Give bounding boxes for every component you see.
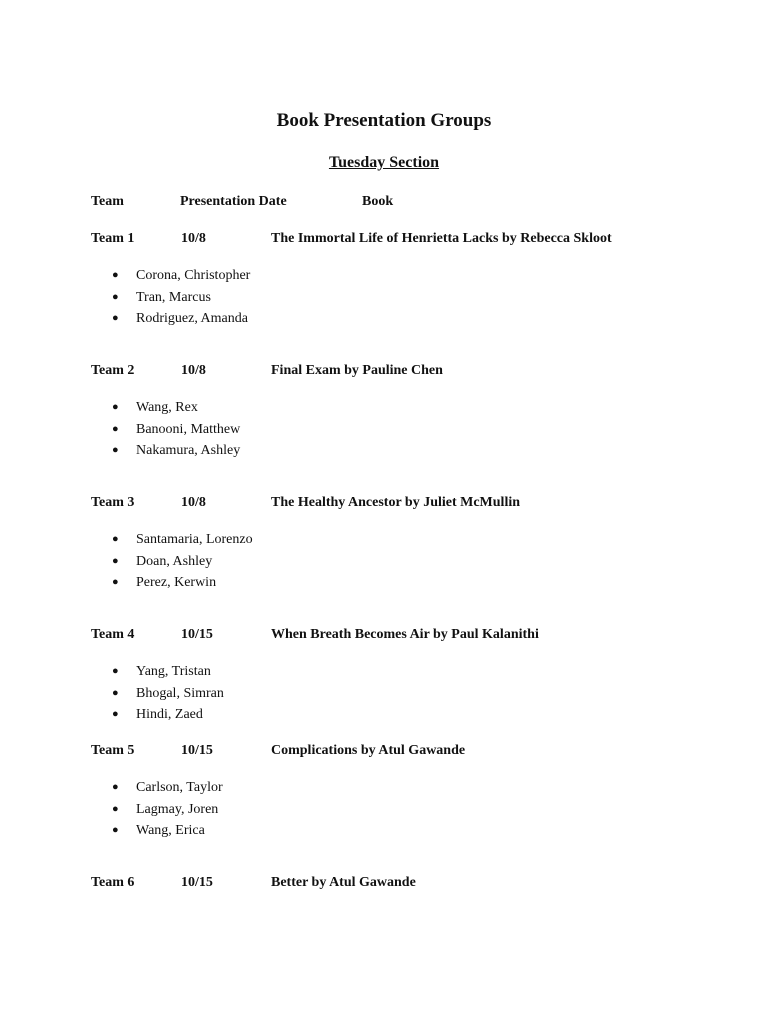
team-date: 10/15 [181,627,213,642]
team-label: Team 4 [91,627,135,642]
team-book: Better by Atul Gawande [271,875,416,890]
bullet-icon: ● [112,401,119,413]
member-name: Wang, Rex [136,400,198,415]
member-name: Hindi, Zaed [136,707,203,722]
member-name: Nakamura, Ashley [136,443,241,458]
member-list [0,661,768,726]
team-label: Team 3 [91,495,135,510]
team-label: Team 2 [91,363,135,378]
team-label: Team 5 [91,743,135,758]
team-date: 10/8 [181,495,206,510]
team-book: Complications by Atul Gawande [271,743,466,758]
document-title: Book Presentation Groups [276,110,492,131]
member-name: Lagmay, Joren [136,801,219,817]
header-team: Team [91,194,124,209]
header-presentation-date: Presentation Date [180,194,287,209]
member-name: Wang, Erica [136,823,205,838]
team-row [0,742,768,760]
list-item [0,529,768,551]
bullet-icon: ● [112,781,119,793]
member-name: Tran, Marcus [136,289,211,305]
bullet-icon: ● [112,554,119,567]
member-name: Yang, Tristan [136,664,211,679]
member-name: Doan, Ashley [136,553,213,569]
team-row [0,626,768,644]
list-item [0,572,768,594]
bullet-icon: ● [112,824,119,836]
team-label: Team 6 [91,875,135,890]
team-row [0,362,768,380]
bullet-icon: ● [112,444,119,456]
list-item [0,683,768,705]
member-name: Corona, Christopher [136,268,251,283]
bullet-icon: ● [112,802,119,815]
member-name: Rodriguez, Amanda [136,311,248,326]
team-book: The Immortal Life of Henrietta Lacks by Rebecca Skloot [271,231,612,246]
member-list [0,529,768,594]
section-subtitle: Tuesday Section [328,154,440,171]
list-item [0,419,768,441]
member-name: Santamaria, Lorenzo [136,532,253,547]
team-date: 10/8 [181,231,206,246]
bullet-icon: ● [112,269,119,281]
team-date: 10/15 [181,743,213,758]
bullet-icon: ● [112,576,119,588]
member-name: Bhogal, Simran [136,685,224,701]
team-book: Final Exam by Pauline Chen [271,363,443,378]
list-item [0,440,768,462]
member-name: Carlson, Taylor [136,780,223,795]
member-list [0,397,768,462]
member-list [0,265,768,330]
list-item [0,704,768,726]
member-name: Banooni, Matthew [136,421,241,437]
team-book: When Breath Becomes Air by Paul Kalanithi [271,627,539,642]
bullet-icon: ● [112,686,119,699]
bullet-icon: ● [112,708,119,720]
team-row [0,494,768,512]
list-item [0,265,768,287]
bullet-icon: ● [112,422,119,435]
team-date: 10/8 [181,363,206,378]
list-item [0,820,768,842]
bullet-icon: ● [112,533,119,545]
list-item [0,308,768,330]
header-book: Book [362,194,394,209]
team-book: The Healthy Ancestor by Juliet McMullin [271,495,521,510]
team-date: 10/15 [181,875,213,890]
list-item [0,777,768,799]
list-item [0,397,768,419]
member-list [0,777,768,842]
member-name: Perez, Kerwin [136,575,217,590]
list-item [0,661,768,683]
list-item [0,287,768,309]
list-item [0,551,768,573]
bullet-icon: ● [112,665,119,677]
list-item [0,799,768,821]
team-row [0,230,768,248]
team-row [0,874,768,892]
team-label: Team 1 [91,231,135,246]
bullet-icon: ● [112,312,119,324]
bullet-icon: ● [112,290,119,303]
